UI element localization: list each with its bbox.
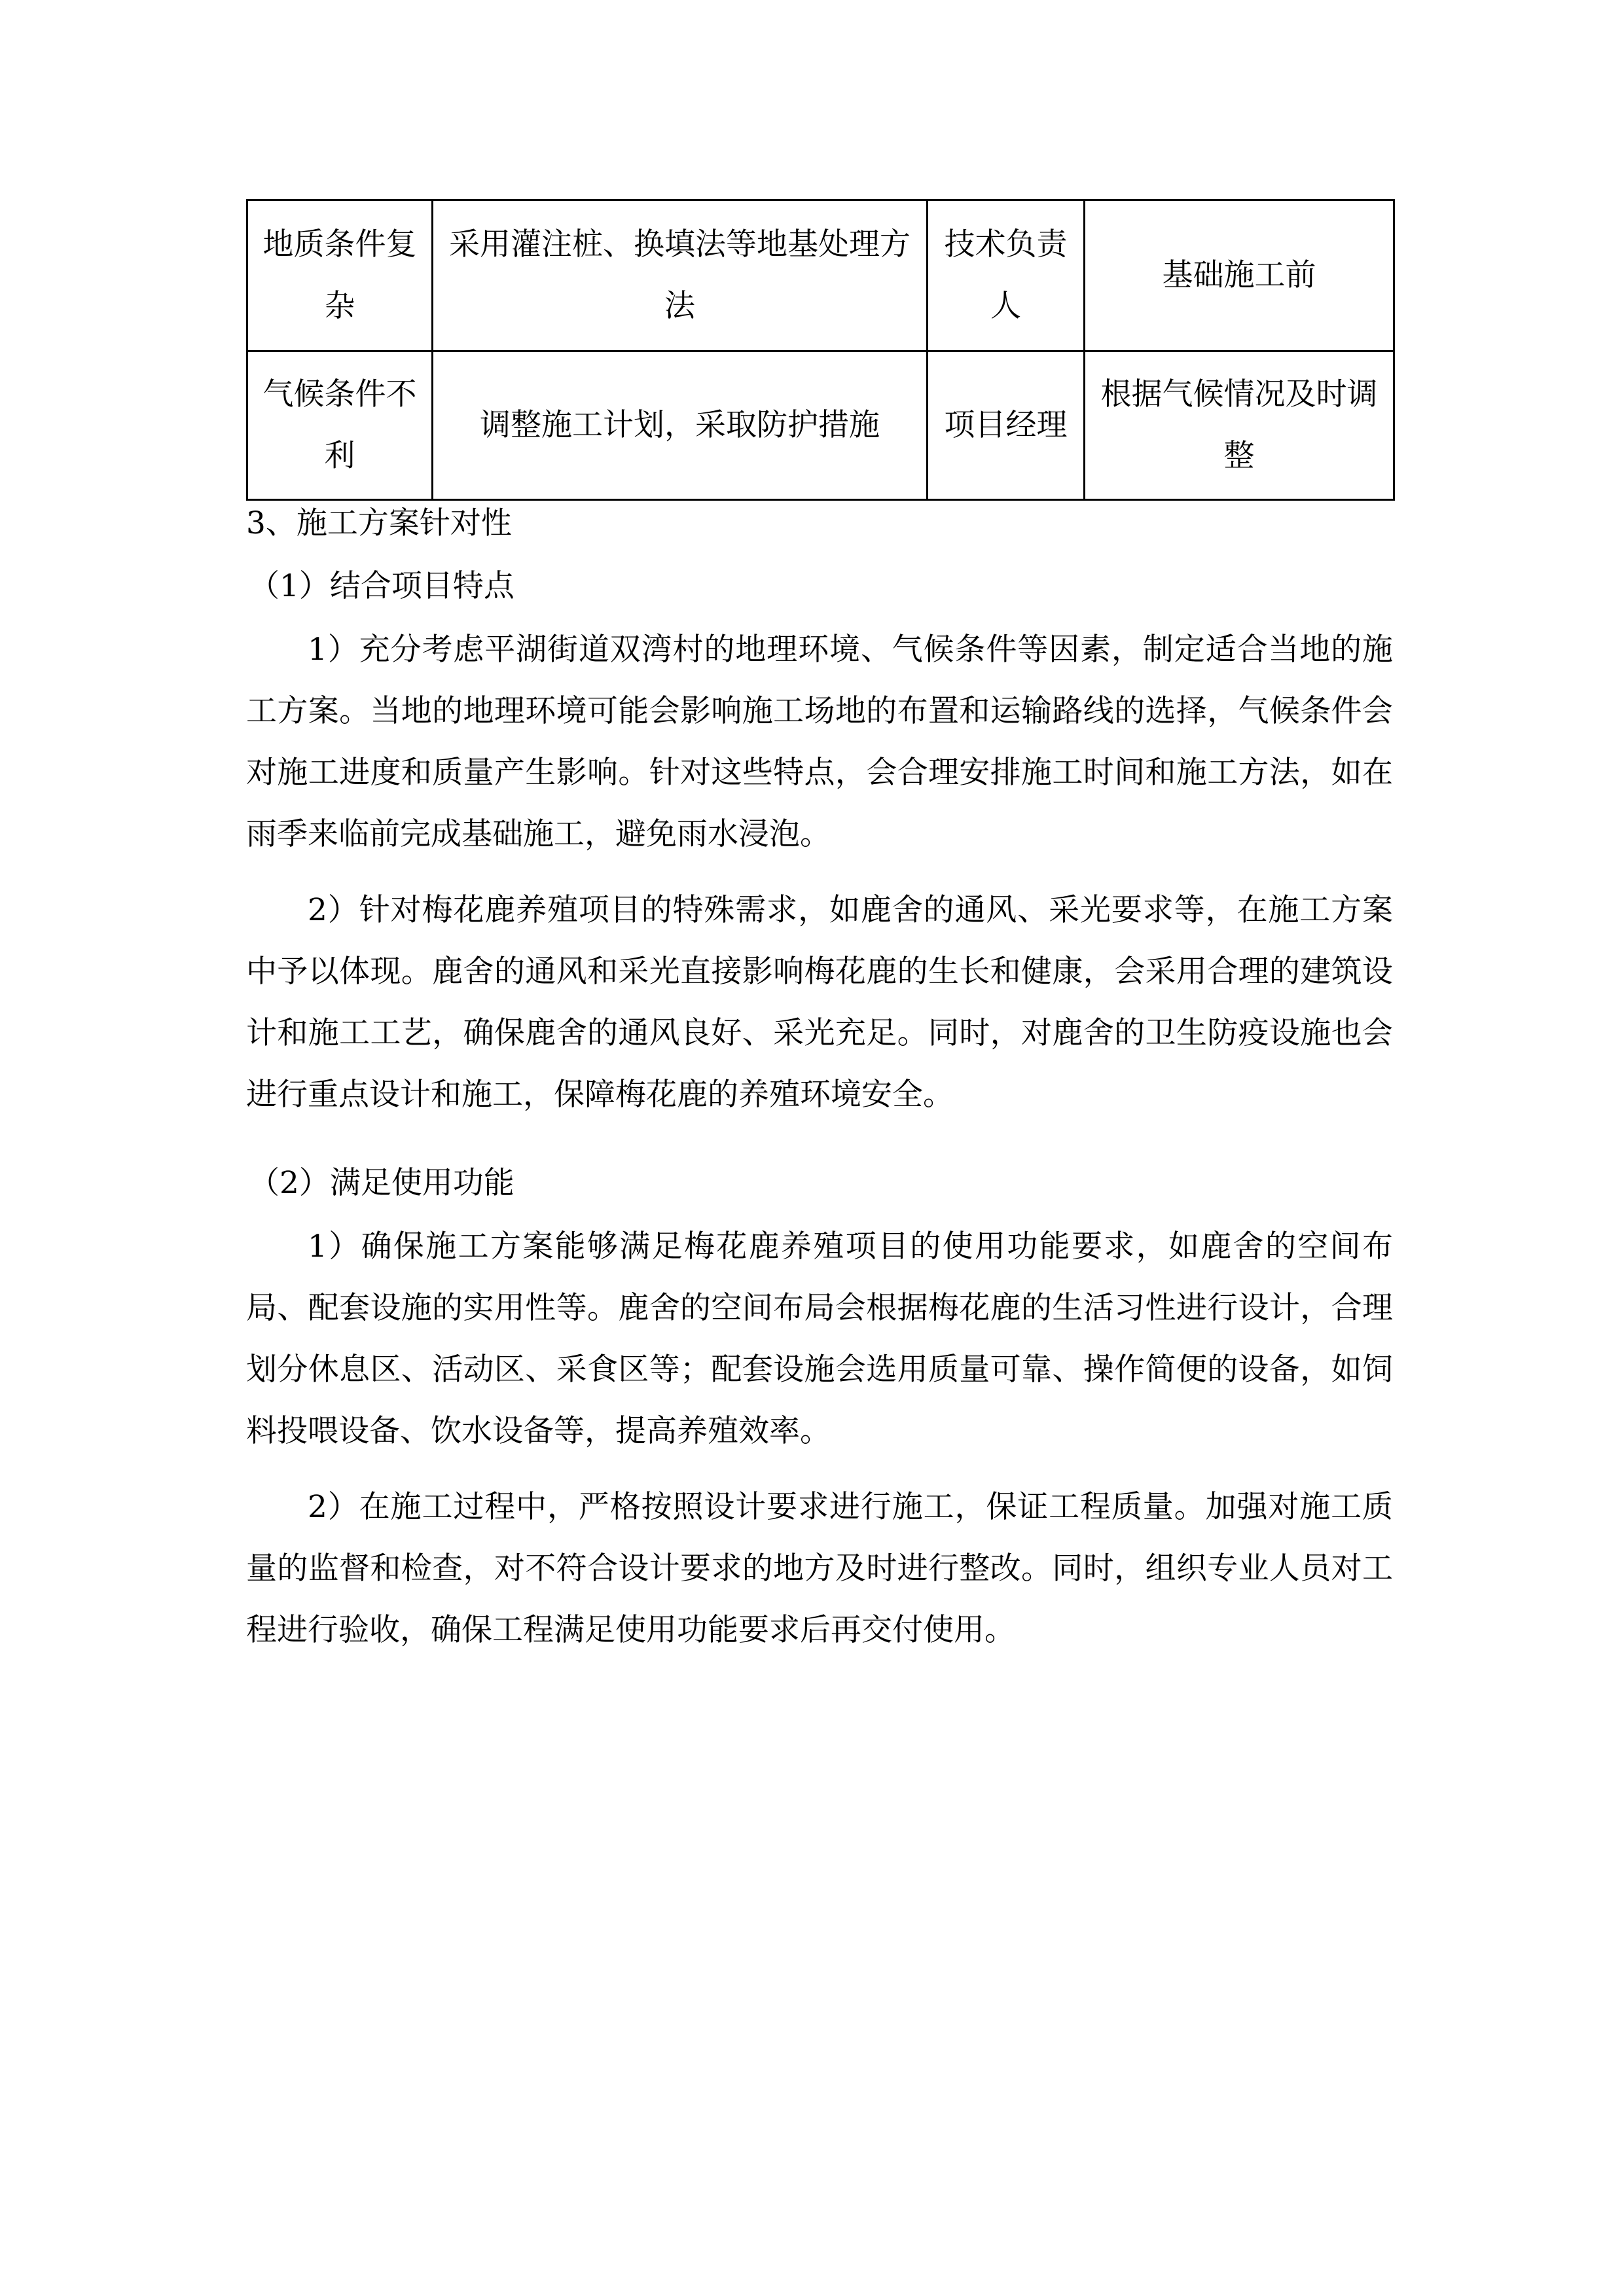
subsection-2-body (246, 1216, 1393, 1462)
table-cell-measure: 采用灌注桩、换填法等地基处理方法 (433, 200, 928, 351)
table-row (247, 200, 1394, 351)
subsection-1-body-2 (246, 880, 1393, 1126)
subsection-1-body (246, 619, 1393, 865)
table-cell-risk: 气候条件不利 (247, 351, 433, 500)
subsection-heading: （2）满足使用功能 (249, 1165, 514, 1201)
paragraph: 1）确保施工方案能够满足梅花鹿养殖项目的使用功能要求，如鹿舍的空间布局、配套设施的实用性等。鹿舍的空间布局会根据梅花鹿的生活习性进行设计，合理划分休息区、活动区、采食区等；配套设施会选用质量可靠、操作简便的设备，如饲料投喂设备、饮水设备等，提高养殖效率。 (246, 1229, 1393, 1449)
section-heading: 3、施工方案针对性 (246, 505, 512, 541)
table-cell-timing: 根据气候情况及时调整 (1085, 351, 1394, 500)
table-row (247, 351, 1394, 500)
subsection-heading: （1）结合项目特点 (249, 568, 514, 604)
table-cell-risk: 地质条件复杂 (247, 200, 433, 351)
paragraph: 2）在施工过程中，严格按照设计要求进行施工，保证工程质量。加强对施工质量的监督和检查，对不符合设计要求的地方及时进行整改。同时，组织专业人员对工程进行验收，确保工程满足使用功能要求后再交付使用。 (246, 1489, 1393, 1648)
table-cell-owner: 技术负责人 (928, 200, 1085, 351)
risk-measures-table (246, 199, 1395, 501)
subsection-2-body-2 (246, 1477, 1393, 1661)
paragraph: 2）针对梅花鹿养殖项目的特殊需求，如鹿舍的通风、采光要求等，在施工方案中予以体现。鹿舍的通风和采光直接影响梅花鹿的生长和健康，会采用合理的建筑设计和施工工艺，确保鹿舍的通风良好、采光充足。同时，对鹿舍的卫生防疫设施也会进行重点设计和施工，保障梅花鹿的养殖环境安全。 (246, 892, 1393, 1113)
paragraph: 1）充分考虑平湖街道双湾村的地理环境、气候条件等因素，制定适合当地的施工方案。当地的地理环境可能会影响施工场地的布置和运输路线的选择，气候条件会对施工进度和质量产生影响。针对这些特点，会合理安排施工时间和施工方法，如在雨季来临前完成基础施工，避免雨水浸泡。 (246, 632, 1393, 852)
table-cell-timing: 基础施工前 (1085, 200, 1394, 351)
table-cell-owner: 项目经理 (928, 351, 1085, 500)
table-cell-measure: 调整施工计划，采取防护措施 (433, 351, 928, 500)
